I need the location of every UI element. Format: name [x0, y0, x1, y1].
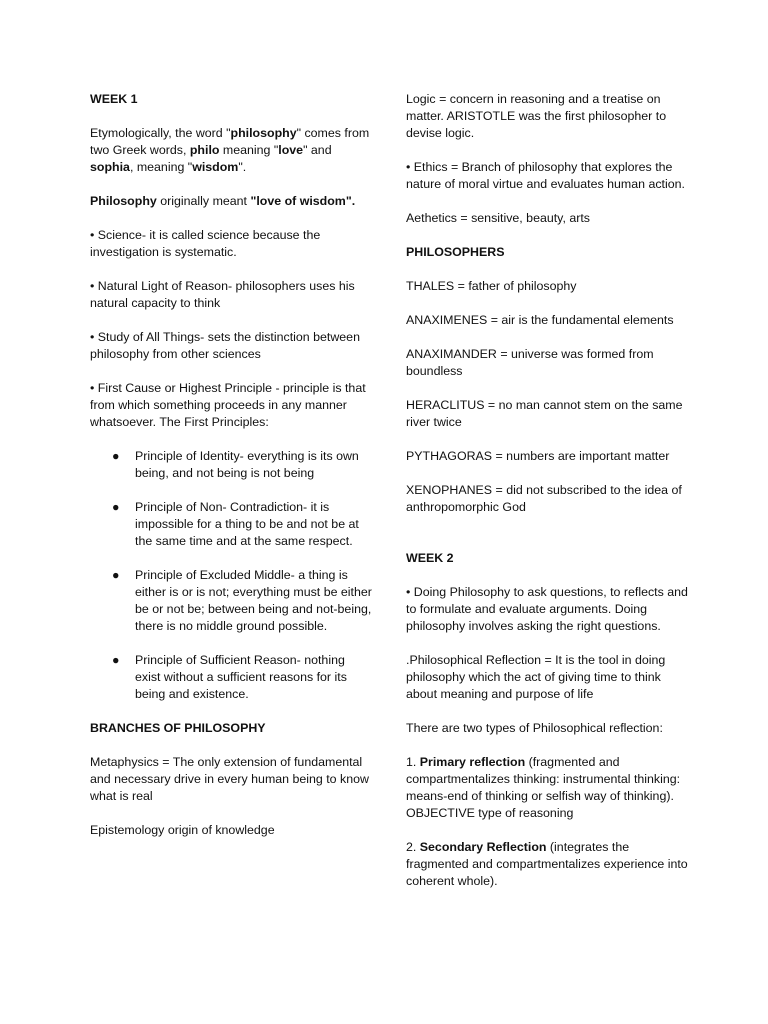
list-item: [90, 652, 372, 703]
philosophical-reflection-paragraph: .Philosophical Reflection = It is the tool in doing philosophy which the act of giving time to think about meaning and purpose of life: [406, 653, 666, 701]
natural-light-paragraph: • Natural Light of Reason- philosophers uses his natural capacity to think: [90, 279, 355, 310]
ethics-paragraph: • Ethics = Branch of philosophy that explores the nature of moral virtue and evaluates human action.: [406, 160, 685, 191]
philosopher-entry: ANAXIMANDER = universe was formed from boundless: [406, 347, 654, 378]
etym-philo: philo: [189, 143, 220, 157]
two-types-paragraph: There are two types of Philosophical reflection:: [406, 721, 663, 735]
etym-love: love: [278, 143, 304, 157]
etym-text: " comes from two Greek words,: [90, 126, 370, 157]
etymology-paragraph: [90, 125, 372, 176]
etym-text: , meaning ": [129, 160, 193, 174]
epistemology-paragraph: Epistemology origin of knowledge: [90, 823, 275, 837]
list-number: 1.: [406, 755, 420, 769]
doing-philosophy-paragraph: • Doing Philosophy to ask questions, to reflects and to formulate and evaluate arguments. Doing philosophy involves asking the right questions.: [406, 585, 688, 633]
orig-text: originally meant: [156, 194, 251, 208]
philosopher-entry: XENOPHANES = did not subscribed to the idea of anthropomorphic God: [406, 483, 682, 514]
secondary-reflection-text: (integrates the fragmented and compartmentalizes experience into coherent whole).: [406, 840, 688, 888]
list-item: [90, 567, 372, 635]
bullet-icon: ●: [112, 568, 120, 582]
etym-text: Etymologically, the word ": [90, 126, 231, 140]
philosopher-entry: HERACLITUS = no man cannot stem on the same river twice: [406, 398, 683, 429]
orig-philosophy: Philosophy: [90, 194, 157, 208]
primary-reflection-text: (fragmented and compartmentalizes thinking: instrumental thinking: means-end of thinking or selfish way of thinking). OBJECTIVE type of reasoning: [406, 755, 681, 820]
principle-text: Principle of Identity- everything is its own being, and not being is not being: [135, 449, 359, 480]
orig-love-of-wisdom: "love of wisdom".: [250, 194, 356, 208]
etym-text: meaning ": [219, 143, 279, 157]
bullet-icon: ●: [112, 653, 120, 667]
philosopher-entry: THALES = father of philosophy: [406, 279, 577, 293]
aethetics-paragraph: Aethetics = sensitive, beauty, arts: [406, 211, 591, 225]
principle-text: Principle of Excluded Middle- a thing is either is or is not; everything must be either be or not be; between being and not-being, there is no middle ground possible.: [135, 568, 372, 633]
original-meaning-paragraph: [90, 193, 372, 210]
list-item: [90, 499, 372, 550]
study-all-things-paragraph: • Study of All Things- sets the distinction between philosophy from other sciences: [90, 330, 360, 361]
list-item: [90, 448, 372, 482]
principle-text: Principle of Sufficient Reason- nothing exist without a sufficient reasons for its being and existence.: [135, 653, 347, 701]
week1-heading: WEEK 1: [90, 92, 138, 106]
bullet-icon: ●: [112, 500, 120, 514]
left-column: [90, 91, 372, 856]
metaphysics-paragraph: Metaphysics = The only extension of fundamental and necessary drive in every human being to know what is real: [90, 755, 369, 803]
logic-paragraph: Logic = concern in reasoning and a treatise on matter. ARISTOTLE was the first philosopher to devise logic.: [406, 92, 667, 140]
philosopher-entry: PYTHAGORAS = numbers are important matter: [406, 449, 670, 463]
secondary-reflection-paragraph: [406, 839, 688, 890]
etym-text: ".: [238, 160, 247, 174]
etym-sophia: sophia: [90, 160, 130, 174]
right-column: [406, 91, 688, 907]
etym-wisdom: wisdom: [192, 160, 239, 174]
first-principles-list: [90, 448, 372, 703]
first-cause-paragraph: • First Cause or Highest Principle - principle is that from which something proceeds in any manner whatsoever. The First Principles:: [90, 381, 366, 429]
science-paragraph: • Science- it is called science because the investigation is systematic.: [90, 228, 321, 259]
list-number: 2.: [406, 840, 420, 854]
bullet-icon: ●: [112, 449, 120, 463]
section-spacer: [406, 533, 688, 550]
secondary-reflection-term: Secondary Reflection: [419, 840, 547, 854]
branches-heading: BRANCHES OF PHILOSOPHY: [90, 721, 266, 735]
week2-heading: WEEK 2: [406, 551, 454, 565]
principle-text: Principle of Non- Contradiction- it is impossible for a thing to be and not be at the same time and at the same respect.: [135, 500, 359, 548]
philosopher-entry: ANAXIMENES = air is the fundamental elements: [406, 313, 674, 327]
primary-reflection-paragraph: [406, 754, 688, 822]
philosophers-heading: PHILOSOPHERS: [406, 245, 505, 259]
primary-reflection-term: Primary reflection: [419, 755, 526, 769]
etym-philosophy: philosophy: [230, 126, 297, 140]
etym-text: " and: [303, 143, 332, 157]
